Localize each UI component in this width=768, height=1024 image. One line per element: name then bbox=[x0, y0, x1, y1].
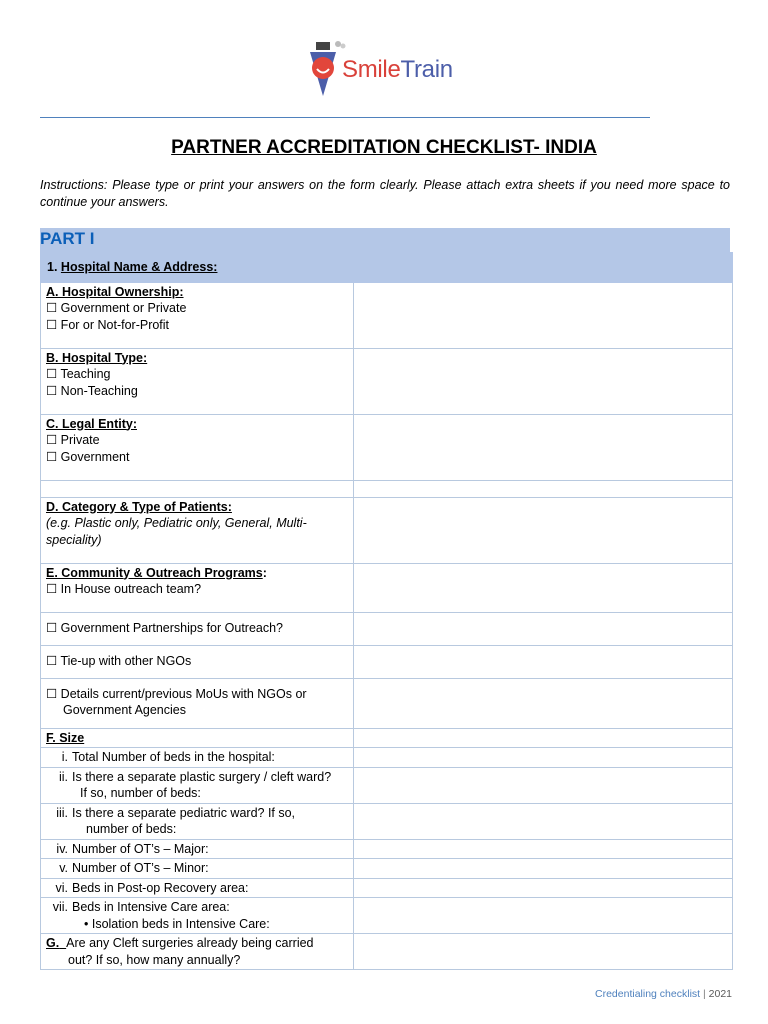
section-d-answer[interactable] bbox=[354, 497, 733, 563]
size-row-i bbox=[41, 748, 733, 768]
section-e-row-4 bbox=[41, 678, 733, 728]
question-1-label: Hospital Name & Address: bbox=[60, 260, 218, 274]
section-e-answer-2[interactable] bbox=[354, 612, 733, 645]
size-cell-iii bbox=[41, 803, 354, 839]
spacer-answer bbox=[354, 480, 733, 497]
section-g-text: Are any Cleft surgeries already being carried bbox=[66, 936, 314, 950]
section-c-cell bbox=[41, 414, 354, 480]
size-label-ii-cont: If so, number of beds: bbox=[80, 786, 201, 800]
size-cell-v bbox=[41, 859, 354, 879]
section-f-title-answer bbox=[354, 728, 733, 748]
section-c-row bbox=[41, 414, 733, 480]
spacer-cell bbox=[41, 480, 354, 497]
question-1-number: 1. bbox=[47, 260, 58, 274]
option-teaching[interactable]: ☐ Teaching bbox=[46, 367, 111, 381]
part-label: PART I bbox=[40, 229, 95, 248]
section-e-answer-1[interactable] bbox=[354, 563, 733, 612]
section-f-title-cell bbox=[41, 728, 354, 748]
size-bullet-isolation: • Isolation beds in Intensive Care: bbox=[84, 916, 270, 931]
size-cell-vi bbox=[41, 878, 354, 898]
page-footer bbox=[595, 988, 732, 1000]
section-e-cell-4 bbox=[41, 678, 354, 728]
section-g-row bbox=[41, 934, 733, 970]
footer-year: 2021 bbox=[708, 988, 732, 1000]
size-answer-iii[interactable] bbox=[354, 803, 733, 839]
section-c-answer[interactable] bbox=[354, 414, 733, 480]
option-private[interactable]: ☐ Private bbox=[46, 433, 100, 447]
size-row-iv bbox=[41, 839, 733, 859]
size-label-iii-cont: number of beds: bbox=[86, 822, 177, 836]
size-num-iv: iv. bbox=[56, 841, 68, 856]
size-answer-i[interactable] bbox=[354, 748, 733, 768]
section-a-row bbox=[41, 282, 733, 348]
section-a-title: A. Hospital Ownership: bbox=[46, 284, 184, 299]
option-details-mous-cont: Government Agencies bbox=[63, 703, 186, 717]
size-row-ii bbox=[41, 767, 733, 803]
spacer-row bbox=[41, 480, 733, 497]
section-a-answer[interactable] bbox=[354, 282, 733, 348]
section-e-cell-2 bbox=[41, 612, 354, 645]
size-answer-vii[interactable] bbox=[354, 898, 733, 934]
smile-train-logo bbox=[308, 38, 468, 102]
option-government-partnerships[interactable]: ☐ Government Partnerships for Outreach? bbox=[46, 620, 284, 635]
section-e-cell-3 bbox=[41, 645, 354, 678]
size-answer-ii[interactable] bbox=[354, 767, 733, 803]
section-g-answer[interactable] bbox=[354, 934, 733, 970]
option-in-house-outreach[interactable]: ☐ In House outreach team? bbox=[46, 582, 202, 596]
size-label-iv: Number of OT’s – Major: bbox=[72, 841, 209, 856]
size-label-vi: Beds in Post-op Recovery area: bbox=[72, 880, 249, 895]
size-label-ii: Is there a separate plastic surgery / cleft ward? bbox=[72, 769, 332, 784]
section-b-title: B. Hospital Type: bbox=[46, 350, 148, 365]
logo-word-train: Train bbox=[400, 56, 453, 83]
size-answer-vi[interactable] bbox=[354, 878, 733, 898]
section-d-row bbox=[41, 497, 733, 563]
section-g-letter: G. bbox=[46, 936, 60, 950]
size-num-i: i. bbox=[61, 750, 68, 764]
size-cell-vii bbox=[41, 898, 354, 934]
question-1-cell bbox=[41, 253, 733, 283]
section-g-text-cont: out? If so, how many annually? bbox=[68, 952, 241, 967]
size-row-vi bbox=[41, 878, 733, 898]
section-f-title: F. Size bbox=[46, 730, 85, 745]
size-cell-iv bbox=[41, 839, 354, 859]
option-government-or-private[interactable]: ☐ Government or Private bbox=[46, 301, 187, 315]
option-for-or-not-for-profit[interactable]: ☐ For or Not-for-Profit bbox=[46, 317, 170, 332]
section-e-cell-1 bbox=[41, 563, 354, 612]
size-cell-i bbox=[41, 748, 354, 768]
size-num-vii: vii. bbox=[52, 900, 68, 914]
section-d-title: D. Category & Type of Patients: bbox=[46, 499, 232, 514]
section-e-row-2 bbox=[41, 612, 733, 645]
section-b-answer[interactable] bbox=[354, 348, 733, 414]
header-divider bbox=[40, 117, 650, 118]
size-label-v: Number of OT’s – Minor: bbox=[72, 861, 209, 875]
size-row-v bbox=[41, 859, 733, 879]
section-b-cell bbox=[41, 348, 354, 414]
section-d-cell bbox=[41, 497, 354, 563]
logo-wordmark bbox=[342, 56, 453, 84]
size-answer-iv[interactable] bbox=[354, 839, 733, 859]
size-row-vii bbox=[41, 898, 733, 934]
option-tie-up-ngos[interactable]: ☐ Tie-up with other NGOs bbox=[46, 653, 192, 668]
footer-separator: | bbox=[700, 988, 709, 1000]
section-e-answer-3[interactable] bbox=[354, 645, 733, 678]
logo-word-smile: Smile bbox=[342, 56, 401, 83]
size-row-iii bbox=[41, 803, 733, 839]
section-e-answer-4[interactable] bbox=[354, 678, 733, 728]
document-title: PARTNER ACCREDITATION CHECKLIST- INDIA bbox=[171, 137, 597, 158]
size-label-i: Total Number of beds in the hospital: bbox=[72, 750, 275, 764]
size-cell-ii bbox=[41, 767, 354, 803]
size-num-vi: vi. bbox=[55, 880, 68, 895]
section-f-title-row bbox=[41, 728, 733, 748]
option-non-teaching[interactable]: ☐ Non-Teaching bbox=[46, 383, 138, 398]
size-label-vii: Beds in Intensive Care area: bbox=[72, 900, 230, 914]
section-d-note: (e.g. Plastic only, Pediatric only, General, Multi-speciality) bbox=[46, 516, 307, 547]
section-e-colon: : bbox=[262, 565, 267, 580]
size-label-iii: Is there a separate pediatric ward? If so, bbox=[72, 805, 296, 820]
size-num-v: v. bbox=[59, 861, 68, 875]
size-answer-v[interactable] bbox=[354, 859, 733, 879]
section-a-cell bbox=[41, 282, 354, 348]
option-government[interactable]: ☐ Government bbox=[46, 449, 130, 464]
size-num-ii: ii. bbox=[58, 769, 68, 784]
section-b-row bbox=[41, 348, 733, 414]
footer-label: Credentialing checklist bbox=[595, 988, 701, 1000]
instructions-text: Instructions: Please type or print your answers on the form clearly. Please attach extra sheets if you need more space to continue your answers. bbox=[40, 178, 730, 209]
option-details-mous[interactable]: ☐ Details current/previous MoUs with NGOs or bbox=[46, 686, 307, 701]
section-c-title: C. Legal Entity: bbox=[46, 416, 137, 431]
size-num-iii: iii. bbox=[56, 805, 68, 820]
section-e-title: E. Community & Outreach Programs bbox=[46, 565, 263, 580]
section-g-cell bbox=[41, 934, 354, 970]
section-e-row-3 bbox=[41, 645, 733, 678]
question-1-row bbox=[41, 253, 733, 283]
section-e-row-1 bbox=[41, 563, 733, 612]
checklist-table bbox=[40, 252, 733, 970]
part-header bbox=[40, 228, 730, 252]
